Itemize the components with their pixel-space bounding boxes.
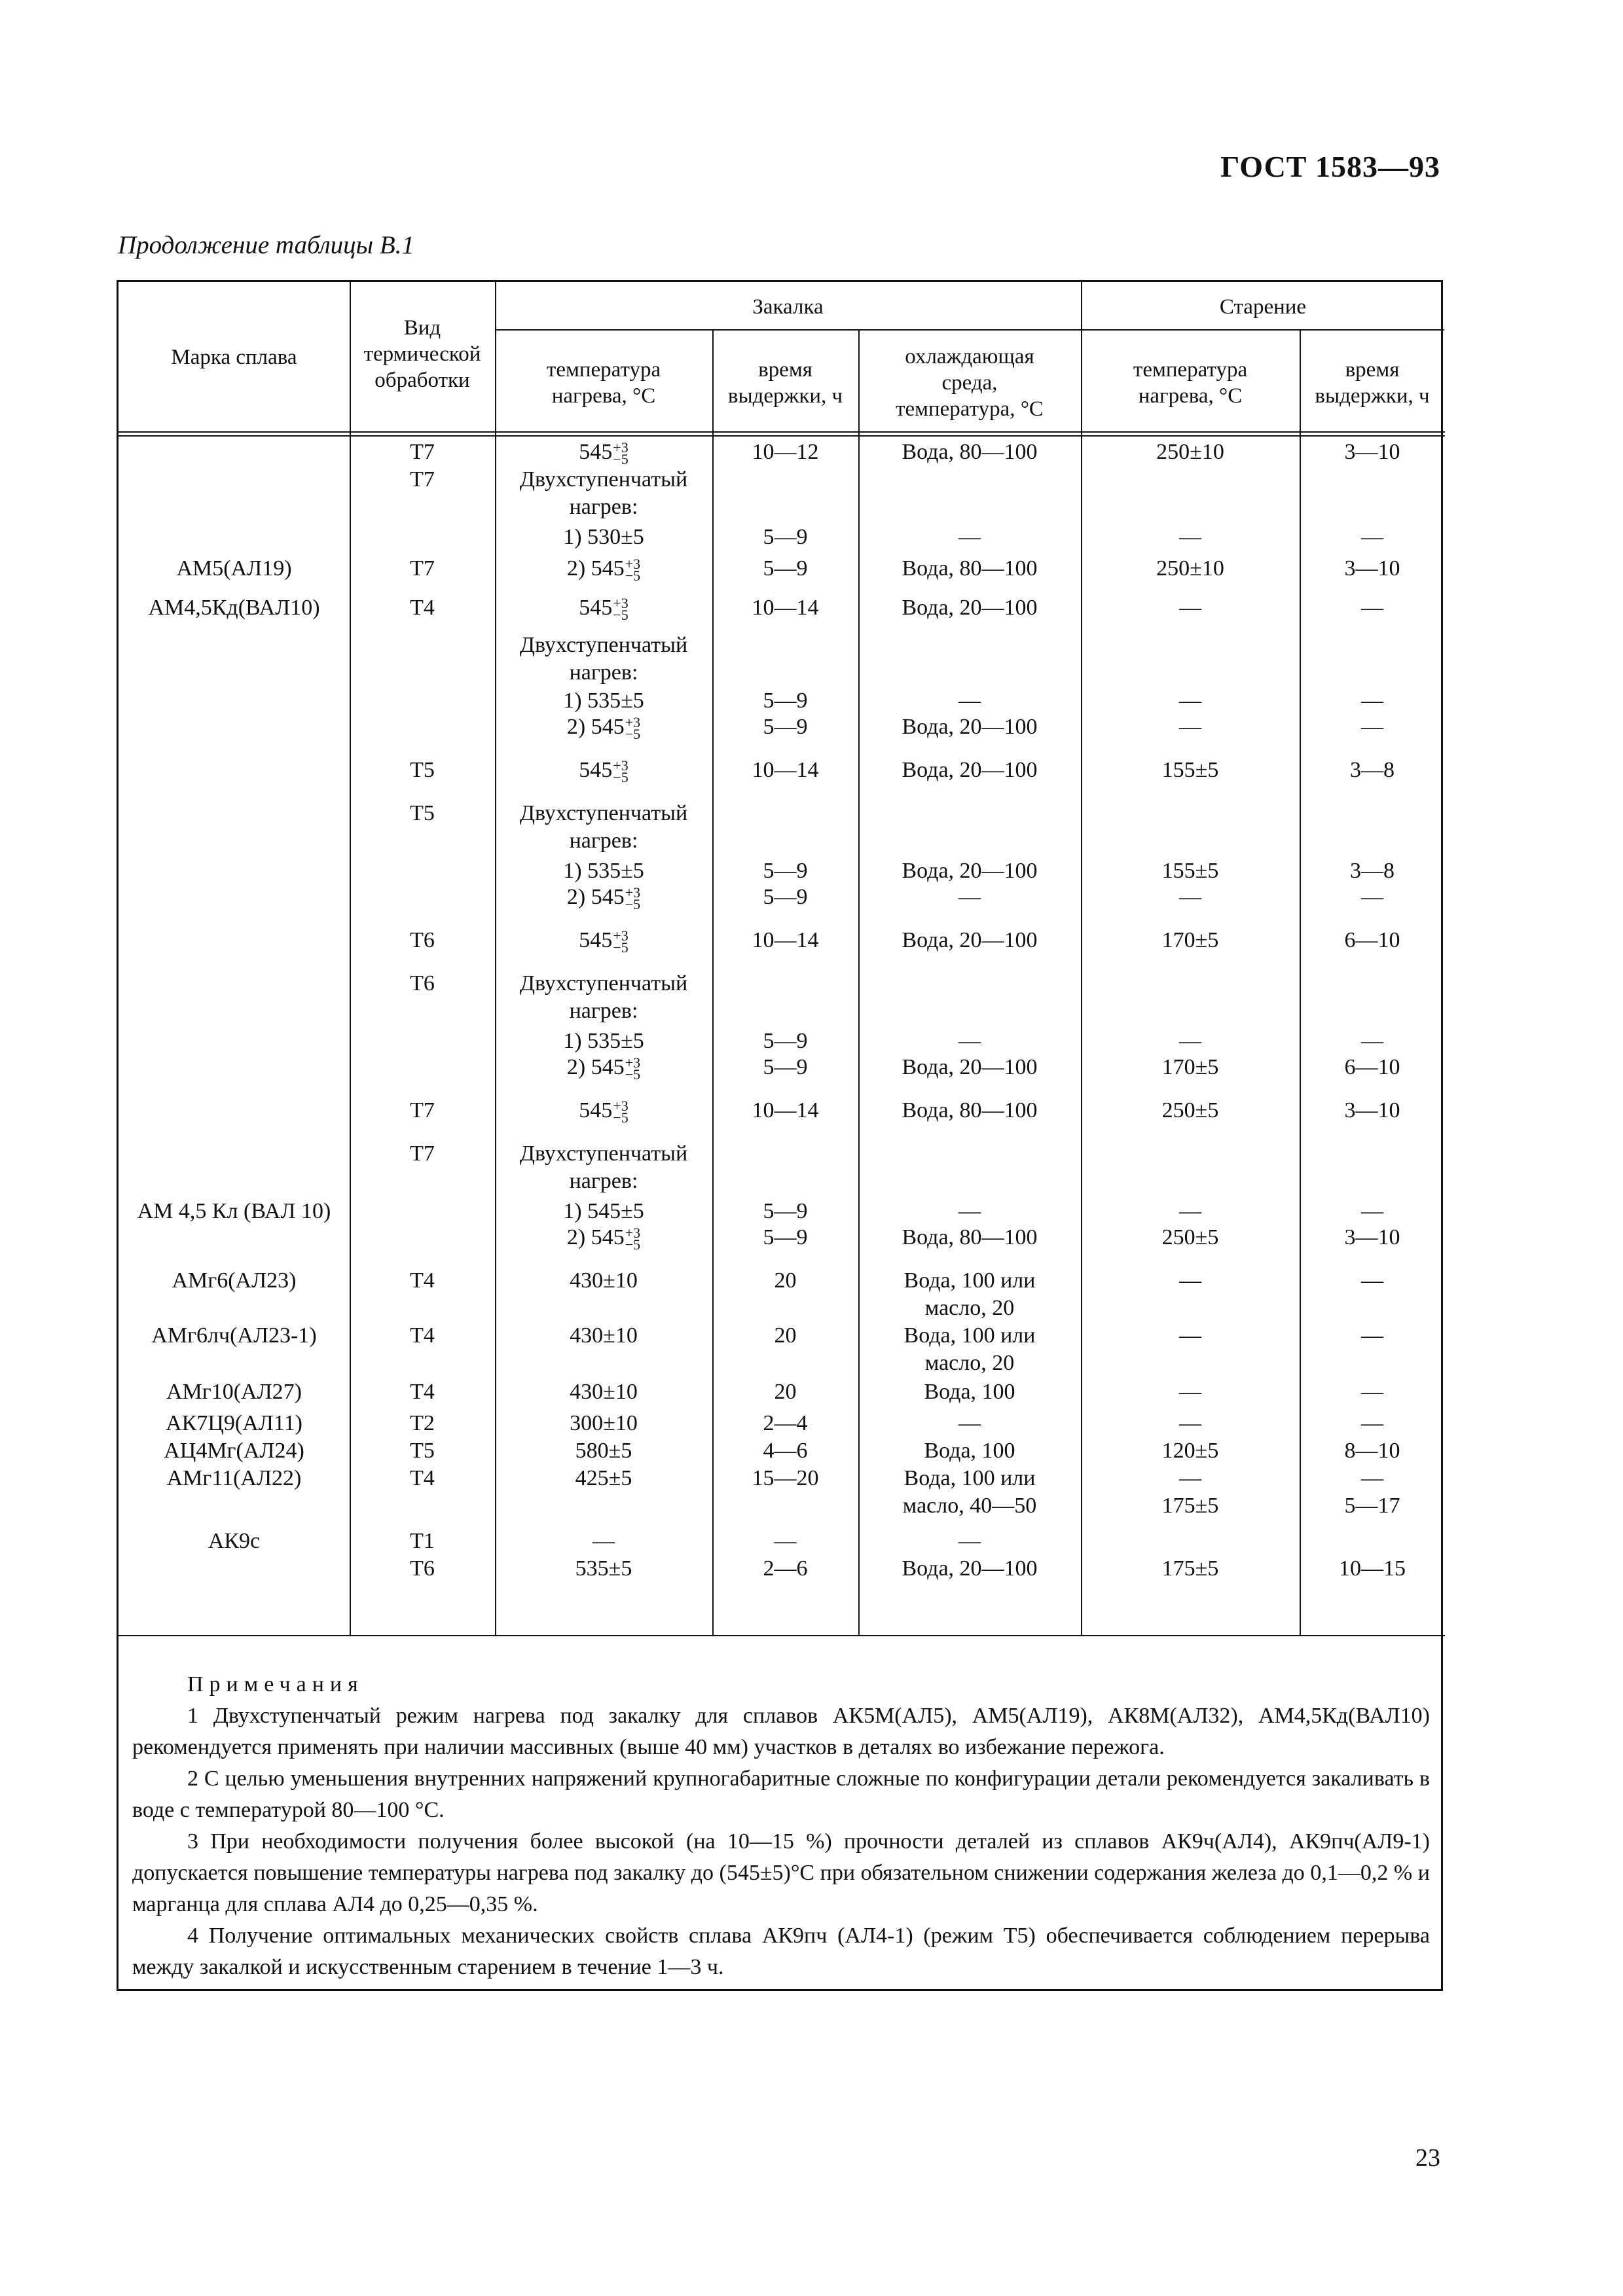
cell-time: 10—14 <box>752 928 819 952</box>
cell-medium: Вода, 100 или <box>903 1268 1036 1293</box>
cell-medium: — <box>958 885 981 909</box>
cell-temp: Двухступенчатый <box>519 971 688 996</box>
table-bottom-divider <box>119 1635 1445 1636</box>
cell-atemp: — <box>1179 1029 1201 1053</box>
header-aging: Старение <box>1219 295 1307 319</box>
cell-grade: АМ 4,5 Кл (ВАЛ 10) <box>137 1199 331 1223</box>
cell-atime: 6—10 <box>1344 1055 1400 1079</box>
cell-atemp: 250±5 <box>1161 1225 1219 1249</box>
cell-time: 10—14 <box>752 1098 819 1122</box>
cell-grade: АК9с <box>208 1529 261 1553</box>
cell-atime: 8—10 <box>1344 1439 1400 1463</box>
cell-atemp: — <box>1179 525 1201 549</box>
header-divider <box>119 435 1445 437</box>
cell-time: 5—9 <box>763 1055 808 1079</box>
cell-temp: Двухступенчатый <box>519 1141 688 1166</box>
cell-atemp: — <box>1179 1411 1201 1435</box>
header-treatment: Вид термической обработки <box>363 316 481 392</box>
cell-temp: 2) 545 +3 −5 <box>566 714 641 743</box>
cell-time: 10—12 <box>752 440 819 464</box>
cell-temp: 2) 545 +3 −5 <box>566 884 641 913</box>
cell-temp: 300±10 <box>570 1411 638 1435</box>
cell-atemp: 155±5 <box>1161 859 1219 883</box>
cell-medium: Вода, 20—100 <box>902 1055 1038 1079</box>
cell-temp: 545 +3 −5 <box>579 595 629 624</box>
cell-medium: Вода, 80—100 <box>902 1225 1038 1249</box>
cell-atemp: 250±5 <box>1161 1098 1219 1122</box>
cell-atime: — <box>1361 1411 1383 1435</box>
cell-atime: — <box>1361 1323 1383 1348</box>
cell-mode: Т7 <box>410 556 435 581</box>
cell-grade: АМ5(АЛ19) <box>176 556 292 581</box>
note-1: 1 Двухступенчатый режим нагрева под закалку для сплавов АК5М(АЛ5), АМ5(АЛ19), АК8М(АЛ32), АМ4,5Кд(ВАЛ10) рекомендуется применять при наличии массивных (выше 40 мм) участков в деталях во избежание пережога. <box>132 1704 1430 1759</box>
cell-mode: Т5 <box>410 1439 435 1463</box>
cell-medium: — <box>958 1029 981 1053</box>
cell-medium: масло, 20 <box>924 1296 1015 1320</box>
note-2: 2 С целью уменьшения внутренних напряжений крупногабаритные сложные по конфигурации детали рекомендуется закаливать в воде с температурой 80—100 °С. <box>132 1767 1430 1822</box>
notes-title: Примечания <box>187 1672 364 1696</box>
cell-atemp: — <box>1179 1268 1201 1293</box>
cell-atemp: 175±5 <box>1161 1556 1219 1581</box>
cell-atime: — <box>1361 1029 1383 1053</box>
cell-temp: 2) 545 +3 −5 <box>566 556 641 584</box>
cell-medium: — <box>958 1411 981 1435</box>
cell-medium: Вода, 20—100 <box>902 715 1038 739</box>
cell-atime: — <box>1361 525 1383 549</box>
cell-time: 20 <box>774 1268 797 1293</box>
cell-mode: Т4 <box>410 1323 435 1348</box>
cell-atime: — <box>1361 715 1383 739</box>
cell-atemp: — <box>1179 596 1201 620</box>
cell-temp: 1) 535±5 <box>563 1029 644 1053</box>
cell-medium: — <box>958 1529 981 1553</box>
cell-temp: нагрев: <box>569 999 638 1023</box>
cell-atemp: 170±5 <box>1161 1055 1219 1079</box>
cell-medium: масло, 20 <box>924 1351 1015 1375</box>
cell-time: 5—9 <box>763 525 808 549</box>
cell-medium: Вода, 80—100 <box>902 556 1038 581</box>
cell-time: 5—9 <box>763 1199 808 1223</box>
cell-grade: АМг6лч(АЛ23-1) <box>151 1323 317 1348</box>
cell-medium: Вода, 100 <box>924 1439 1015 1463</box>
cell-temp: 430±10 <box>570 1380 638 1404</box>
cell-atime: 3—10 <box>1344 440 1400 464</box>
cell-temp: 580±5 <box>575 1439 632 1463</box>
cell-atime: — <box>1361 1199 1383 1223</box>
cell-time: 15—20 <box>752 1466 819 1490</box>
cell-temp: Двухступенчатый <box>519 467 688 492</box>
cell-temp: Двухступенчатый <box>519 633 688 657</box>
cell-mode: Т6 <box>410 1556 435 1581</box>
cell-medium: Вода, 80—100 <box>902 440 1038 464</box>
header-quench-medium: охлаждающая среда, температура, °С <box>896 345 1044 421</box>
cell-temp: 545 +3 −5 <box>579 757 629 786</box>
tolerance: +3 −5 <box>625 1054 641 1083</box>
cell-temp: 430±10 <box>570 1268 638 1293</box>
cell-atemp: 250±10 <box>1156 440 1224 464</box>
cell-medium: Вода, 20—100 <box>902 758 1038 782</box>
cell-mode: Т6 <box>410 928 435 952</box>
cell-mode: Т4 <box>410 596 435 620</box>
cell-grade: АМг10(АЛ27) <box>166 1380 302 1404</box>
cell-mode: Т4 <box>410 1466 435 1490</box>
header-divider <box>119 431 1445 433</box>
cell-medium: Вода, 20—100 <box>902 928 1038 952</box>
cell-atime: — <box>1361 1380 1383 1404</box>
cell-atime: 3—10 <box>1344 1225 1400 1249</box>
cell-temp: 430±10 <box>570 1323 638 1348</box>
cell-time: 10—14 <box>752 758 819 782</box>
cell-atemp: 155±5 <box>1161 758 1219 782</box>
cell-medium: Вода, 20—100 <box>902 1556 1038 1581</box>
cell-grade: АК7Ц9(АЛ11) <box>166 1411 302 1435</box>
cell-medium: Вода, 20—100 <box>902 596 1038 620</box>
cell-mode: Т7 <box>410 440 435 464</box>
cell-temp: нагрев: <box>569 660 638 685</box>
cell-atemp: — <box>1179 1199 1201 1223</box>
cell-temp: 2) 545 +3 −5 <box>566 1054 641 1083</box>
cell-time: 20 <box>774 1380 797 1404</box>
cell-atemp: — <box>1179 1380 1201 1404</box>
note-4: 4 Получение оптимальных механических свойств сплава АК9пч (АЛ4-1) (режим Т5) обеспечивается соблюдением перерыва между закалкой и искусственным старением в течение 1—3 ч. <box>132 1924 1430 1979</box>
header-grade: Марка сплава <box>171 346 297 369</box>
cell-temp: нагрев: <box>569 495 638 519</box>
cell-medium: Вода, 80—100 <box>902 1098 1038 1122</box>
cell-medium: Вода, 100 <box>924 1380 1015 1404</box>
cell-time: 5—9 <box>763 556 808 581</box>
cell-mode: Т5 <box>410 758 435 782</box>
cell-atemp: — <box>1179 689 1201 713</box>
document-standard-number: ГОСТ 1583—93 <box>1220 150 1440 183</box>
cell-time: 5—9 <box>763 1029 808 1053</box>
notes-section <box>118 1669 1444 1983</box>
cell-temp: 545 +3 −5 <box>579 927 629 956</box>
cell-atime: 3—8 <box>1350 859 1395 883</box>
cell-time: 5—9 <box>763 715 808 739</box>
header-quench-time: время выдержки, ч <box>727 358 843 408</box>
cell-atemp: — <box>1179 1466 1201 1490</box>
cell-time: — <box>774 1529 797 1553</box>
cell-temp: 1) 545±5 <box>563 1199 644 1223</box>
cell-atime: — <box>1361 1466 1383 1490</box>
cell-temp: 545 +3 −5 <box>579 1098 629 1126</box>
cell-time: 5—9 <box>763 859 808 883</box>
cell-mode: Т4 <box>410 1268 435 1293</box>
header-aging-temp: температура нагрева, °С <box>1133 358 1248 408</box>
cell-grade: АЦ4Мг(АЛ24) <box>164 1439 304 1463</box>
cell-atemp: 250±10 <box>1156 556 1224 581</box>
cell-medium: Вода, 20—100 <box>902 859 1038 883</box>
cell-temp: 535±5 <box>575 1556 632 1581</box>
tolerance: +3 −5 <box>613 439 629 468</box>
tolerance: +3 −5 <box>625 1225 641 1253</box>
cell-atime: 3—10 <box>1344 556 1400 581</box>
cell-medium: Вода, 100 или <box>903 1466 1036 1490</box>
cell-time: 10—14 <box>752 596 819 620</box>
cell-atime: — <box>1361 885 1383 909</box>
header-quench-temp: температура нагрева, °С <box>546 358 661 408</box>
cell-time: 2—4 <box>763 1411 808 1435</box>
cell-mode: Т2 <box>410 1411 435 1435</box>
cell-time: 4—6 <box>763 1439 808 1463</box>
cell-mode: Т4 <box>410 1380 435 1404</box>
cell-temp: — <box>593 1529 615 1553</box>
cell-atime: 3—8 <box>1350 758 1395 782</box>
cell-temp: 1) 530±5 <box>563 525 644 549</box>
tolerance: +3 −5 <box>625 556 641 584</box>
cell-atime: — <box>1361 689 1383 713</box>
cell-time: 5—9 <box>763 689 808 713</box>
cell-atemp: 175±5 <box>1161 1494 1219 1518</box>
cell-mode: Т7 <box>410 1098 435 1122</box>
cell-temp: нагрев: <box>569 1169 638 1193</box>
tolerance: +3 −5 <box>613 927 629 956</box>
row-divider <box>495 329 1444 331</box>
cell-atemp: 120±5 <box>1161 1439 1219 1463</box>
cell-time: 20 <box>774 1323 797 1348</box>
header-quench: Закалка <box>752 295 824 319</box>
tolerance: +3 −5 <box>613 595 629 624</box>
page-number: 23 <box>1415 2144 1440 2172</box>
cell-temp: 2) 545 +3 −5 <box>566 1225 641 1253</box>
tolerance: +3 −5 <box>613 1098 629 1126</box>
cell-mode: Т5 <box>410 801 435 825</box>
cell-temp: 545 +3 −5 <box>579 439 629 468</box>
cell-atime: 10—15 <box>1339 1556 1406 1581</box>
cell-atime: 5—17 <box>1344 1494 1400 1518</box>
header-aging-time: время выдержки, ч <box>1315 358 1430 408</box>
cell-medium: — <box>958 1199 981 1223</box>
cell-atime: — <box>1361 596 1383 620</box>
cell-atemp: 170±5 <box>1161 928 1219 952</box>
cell-mode: Т7 <box>410 467 435 492</box>
tolerance: +3 −5 <box>625 884 641 913</box>
cell-atime: 6—10 <box>1344 928 1400 952</box>
cell-medium: Вода, 100 или <box>903 1323 1036 1348</box>
cell-time: 5—9 <box>763 1225 808 1249</box>
cell-mode: Т1 <box>410 1529 435 1553</box>
cell-temp: 1) 535±5 <box>563 859 644 883</box>
cell-atime: 3—10 <box>1344 1098 1400 1122</box>
tolerance: +3 −5 <box>625 714 641 743</box>
cell-temp: 1) 535±5 <box>563 689 644 713</box>
cell-temp: 425±5 <box>575 1466 632 1490</box>
cell-grade: АМ4,5Кд(ВАЛ10) <box>148 596 320 620</box>
cell-mode: Т7 <box>410 1141 435 1166</box>
cell-mode: Т6 <box>410 971 435 996</box>
cell-time: 2—6 <box>763 1556 808 1581</box>
cell-medium: масло, 40—50 <box>902 1494 1037 1518</box>
cell-grade: АМг11(АЛ22) <box>166 1466 302 1490</box>
cell-time: 5—9 <box>763 885 808 909</box>
note-3: 3 При необходимости получения более высокой (на 10—15 %) прочности деталей из сплавов АК9ч(АЛ4), АК9пч(АЛ9-1) допускается повышение температуры нагрева под закалку до (545±5)°С при обязательном снижении содержания железа до 0,1—0,2 % и марганца для сплава АЛ4 до 0,25—0,35 %. <box>132 1829 1430 1916</box>
cell-temp: нагрев: <box>569 829 638 853</box>
tolerance: +3 −5 <box>613 757 629 786</box>
cell-medium: — <box>958 525 981 549</box>
table-continuation-caption: Продолжение таблицы В.1 <box>118 231 414 259</box>
cell-atemp: — <box>1179 715 1201 739</box>
cell-atemp: — <box>1179 1323 1201 1348</box>
cell-medium: — <box>958 689 981 713</box>
cell-atime: — <box>1361 1268 1383 1293</box>
cell-temp: Двухступенчатый <box>519 801 688 825</box>
cell-atemp: — <box>1179 885 1201 909</box>
cell-grade: АМг6(АЛ23) <box>172 1268 297 1293</box>
